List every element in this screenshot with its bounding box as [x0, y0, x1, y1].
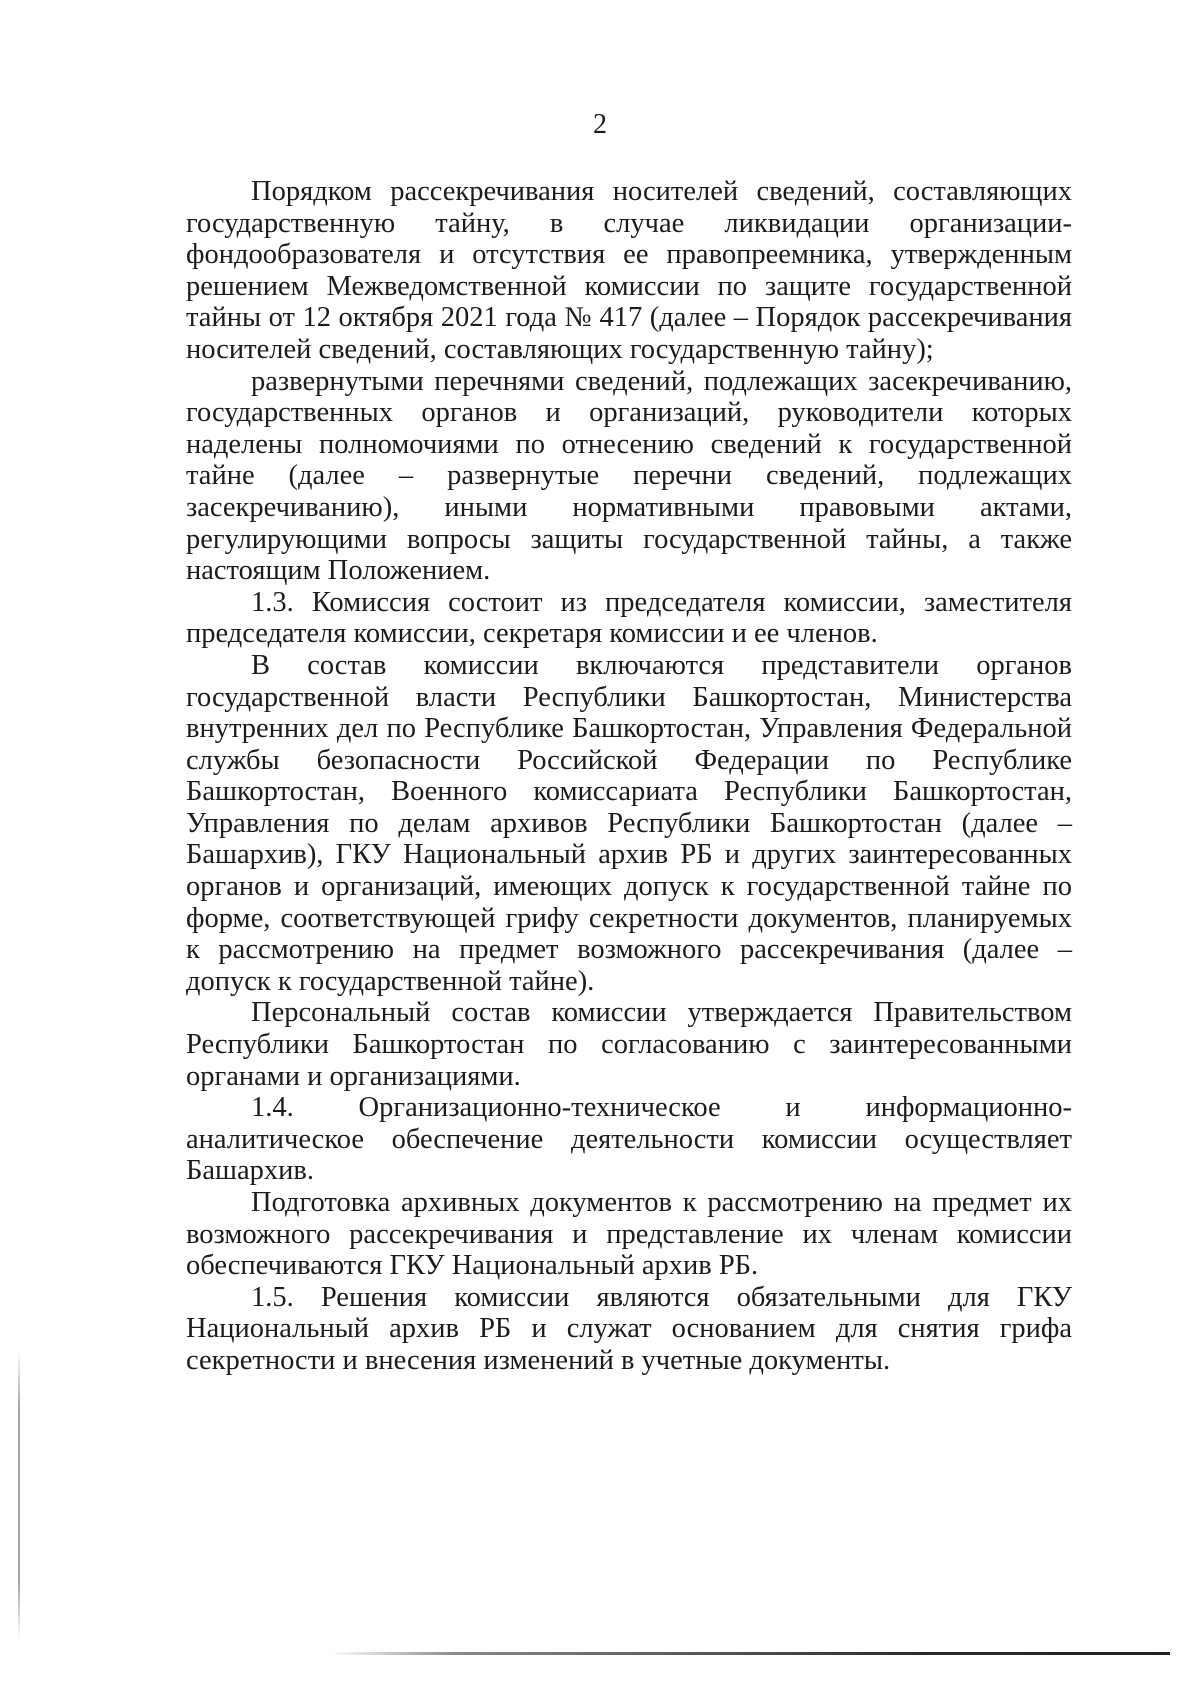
- page-number: 2: [593, 109, 607, 140]
- paragraph-1-3-composition: 1.3. Комиссия состоит из председателя комиссии, заместителя председателя комиссии, секретаря комиссии и ее членов.: [186, 586, 1072, 650]
- paragraph-document-preparation: Подготовка архивных документов к рассмотрению на предмет их возможного рассекречивания и представление их членам комиссии обеспечиваются ГКУ Национальный архив РБ.: [186, 1187, 1072, 1282]
- paragraph-1-4-support: 1.4. Организационно-техническое и информационно-аналитическое обеспечение деятельности комиссии осуществляет Башархив.: [186, 1092, 1072, 1187]
- paragraph-personal-composition: Персональный состав комиссии утверждается Правительством Республики Башкортостан по согласованию с заинтересованными органами и организациями.: [186, 997, 1072, 1092]
- document-body: [186, 176, 1072, 1377]
- paragraph-1-5-decisions: 1.5. Решения комиссии являются обязательными для ГКУ Национальный архив РБ и служат основанием для снятия грифа секретности и внесения изменений в учетные документы.: [186, 1281, 1072, 1376]
- paragraph-detailed-lists: развернутыми перечнями сведений, подлежащих засекречиванию, государственных органов и организаций, руководители которых наделены полномочиями по отнесению сведений к государственной тайне (далее – развернутые перечни сведений, подлежащих засекречиванию), иными нормативными правовыми актами, регулирующими вопросы защиты государственной тайны, а также настоящим Положением.: [186, 365, 1072, 587]
- paragraph-declassification-procedure: Порядком рассекречивания носителей сведений, составляющих государственную тайну, в случае ликвидации организации-фондообразователя и отсутствия ее правопреемника, утвержденным решением Межведомственной комиссии по защите государственной тайны от 12 октября 2021 года № 417 (далее – Порядок рассекречивания носителей сведений, составляющих государственную тайну);: [186, 176, 1072, 365]
- scan-bottom-edge-line: [330, 1652, 1170, 1655]
- scan-left-edge-mark: [18, 1350, 20, 1640]
- paragraph-commission-members: В состав комиссии включаются представители органов государственной власти Республики Башкортостан, Министерства внутренних дел по Республике Башкортостан, Управления Федеральной службы безопасности Российской Федерации по Республике Башкортостан, Военного комиссариата Республики Башкортостан, Управления по делам архивов Республики Башкортостан (далее – Башархив), ГКУ Национальный архив РБ и других заинтересованных органов и организаций, имеющих допуск к государственной тайне по форме, соответствующей грифу секретности документов, планируемых к рассмотрению на предмет возможного рассекречивания (далее – допуск к государственной тайне).: [186, 649, 1072, 997]
